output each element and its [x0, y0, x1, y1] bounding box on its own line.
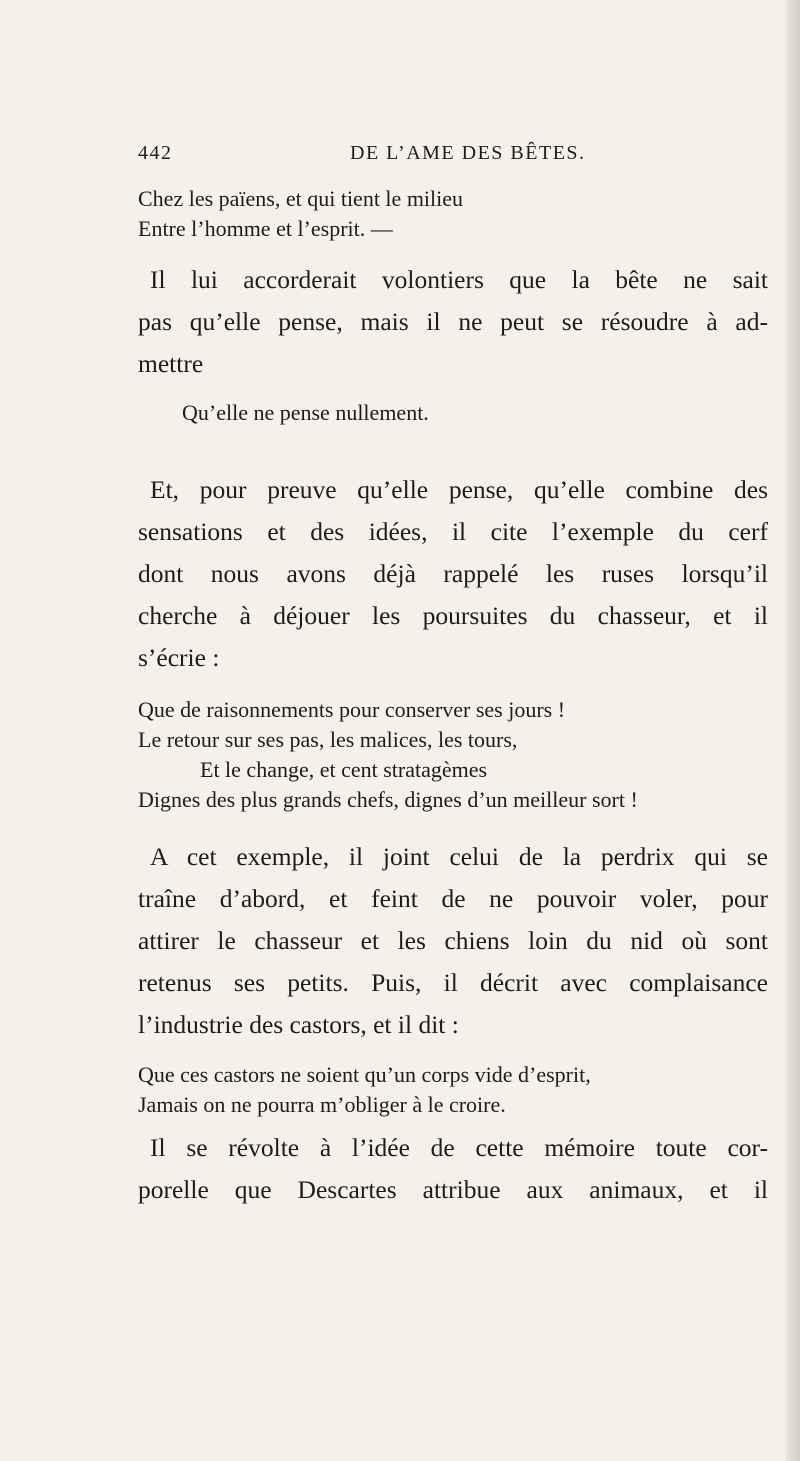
paragraph-2 [138, 469, 768, 679]
paragraph-line: sensations et des idées, il cite l’exemple du cerf [138, 517, 768, 546]
paragraph-line: Et, pour preuve qu’elle pense, qu’elle combine des [150, 475, 768, 504]
verse-quote-1 [138, 184, 768, 244]
paragraph-3 [138, 836, 768, 1046]
verse-line: Le retour sur ses pas, les malices, les tours, [138, 727, 518, 752]
paragraph-line: s’écrie : [138, 643, 220, 672]
verse-quote-3 [138, 695, 768, 815]
paragraph-line: pas qu’elle pense, mais il ne peut se résoudre à ad- [138, 307, 768, 336]
verse-line: Chez les païens, et qui tient le milieu [138, 186, 464, 211]
paragraph-line: traîne d’abord, et feint de ne pouvoir voler, pour [138, 884, 768, 913]
verse-line: Jamais on ne pourra m’obliger à le croire. [138, 1092, 506, 1117]
running-header [138, 142, 658, 172]
paragraph-line: dont nous avons déjà rappelé les ruses lorsqu’il [138, 559, 768, 588]
paragraph-line: Il se révolte à l’idée de cette mémoire toute cor- [150, 1133, 768, 1162]
page-edge-shadow [786, 0, 800, 1461]
verse-line: Entre l’homme et l’esprit. — [138, 216, 393, 241]
verse-line: Qu’elle ne pense nullement. [182, 400, 429, 425]
verse-line: Que ces castors ne soient qu’un corps vide d’esprit, [138, 1062, 591, 1087]
paragraph-line: Il lui accorderait volontiers que la bête ne sait [150, 265, 768, 294]
paragraph-line: l’industrie des castors, et il dit : [138, 1010, 459, 1039]
verse-line: Dignes des plus grands chefs, dignes d’un meilleur sort ! [138, 787, 638, 812]
verse-line: Que de raisonnements pour conserver ses jours ! [138, 697, 566, 722]
paragraph-line: A cet exemple, il joint celui de la perdrix qui se [150, 842, 768, 871]
paragraph-line: attirer le chasseur et les chiens loin du nid où sont [138, 926, 768, 955]
paragraph-1 [138, 259, 768, 385]
paragraph-line: mettre [138, 349, 204, 378]
paragraph-line: cherche à déjouer les poursuites du chasseur, et il [138, 601, 768, 630]
paragraph-line: retenus ses petits. Puis, il décrit avec complaisance [138, 968, 768, 997]
verse-line: Et le change, et cent stratagèmes [200, 757, 488, 782]
paragraph-line: porelle que Descartes attribue aux animaux, et il [138, 1175, 768, 1204]
page-number: 442 [138, 142, 173, 164]
verse-quote-2 [138, 398, 768, 428]
running-title: DE L’AME DES BÊTES. [350, 142, 586, 164]
verse-quote-4 [138, 1060, 768, 1120]
paragraph-4 [138, 1127, 768, 1211]
